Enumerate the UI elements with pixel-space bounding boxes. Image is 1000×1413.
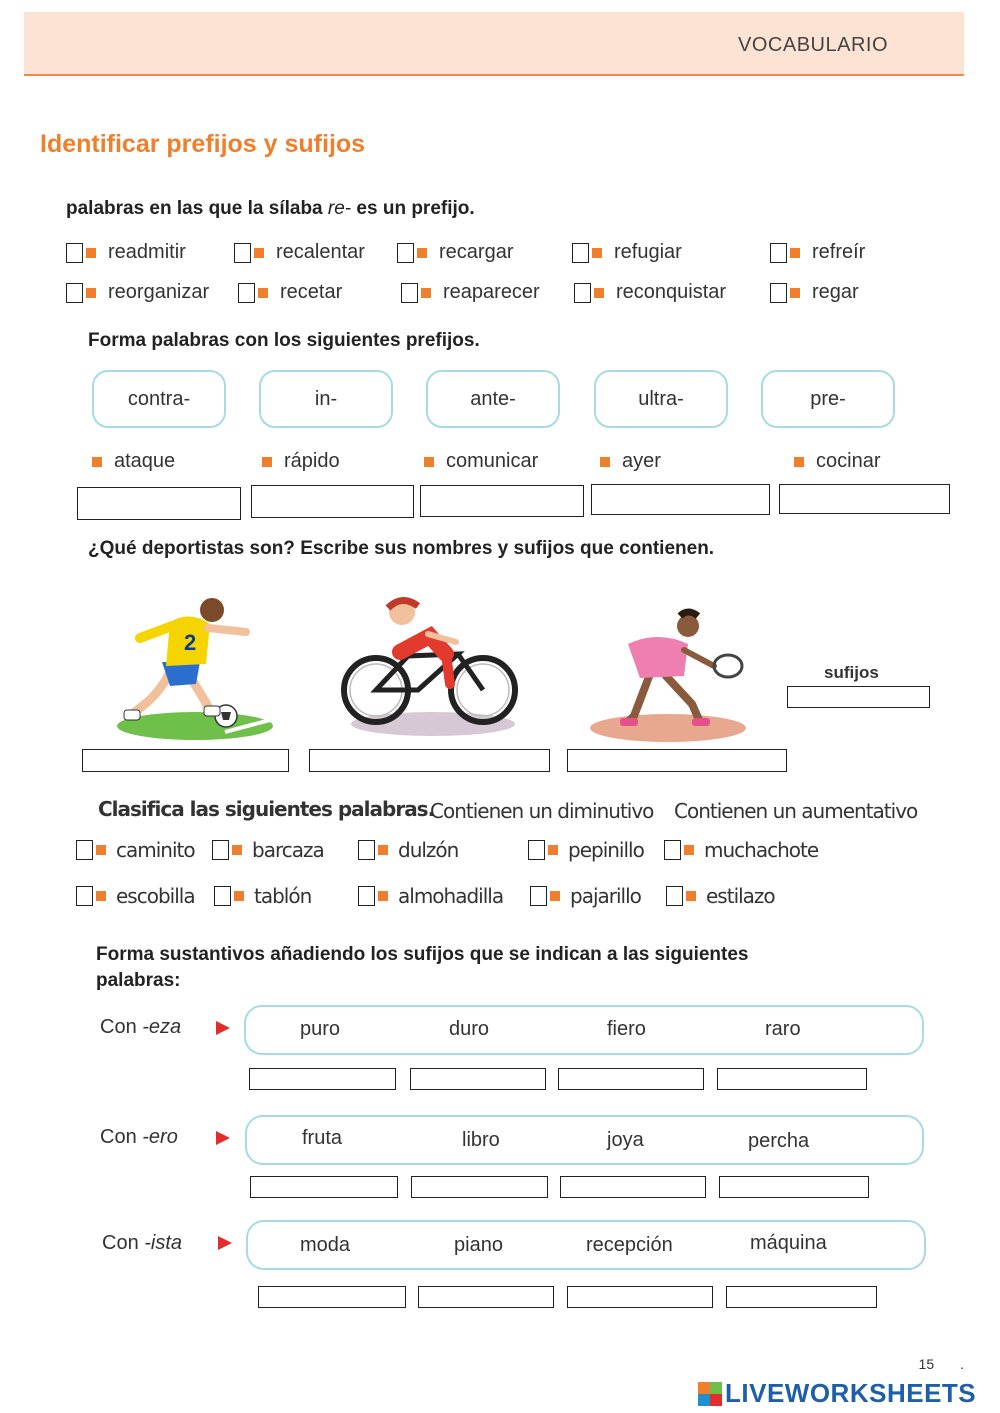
checkbox[interactable] <box>76 840 93 860</box>
checkbox-item[interactable] <box>770 281 859 304</box>
answer-field[interactable] <box>249 1068 396 1090</box>
checkbox-label: barcaza <box>252 838 324 862</box>
checkbox-label: reconquistar <box>616 281 727 303</box>
checkbox[interactable] <box>358 886 375 906</box>
answer-field[interactable] <box>258 1286 406 1308</box>
checkbox-label: almohadilla <box>398 884 504 908</box>
checkbox[interactable] <box>76 886 93 906</box>
orange-bullet-icon <box>790 248 800 258</box>
checkbox-item[interactable] <box>358 838 458 862</box>
checkbox[interactable] <box>66 243 83 263</box>
part1-instruction-a: palabras en las que la sílaba <box>66 198 328 219</box>
orange-bullet-icon <box>790 288 800 298</box>
prefix-box: ante- <box>426 370 560 428</box>
red-arrow-icon <box>218 1236 232 1250</box>
boot-front <box>204 706 220 716</box>
page-number-value: 15 <box>918 1356 935 1372</box>
checkbox[interactable] <box>212 840 229 860</box>
band-word: fruta <box>302 1127 343 1149</box>
prefix-box: pre- <box>761 370 895 428</box>
answer-field[interactable] <box>411 1176 548 1198</box>
orange-bullet-icon <box>232 845 242 855</box>
shoe-front <box>692 718 710 726</box>
checkbox[interactable] <box>238 283 255 303</box>
orange-bullet-icon <box>254 248 264 258</box>
band-word: piano <box>454 1234 503 1256</box>
answer-field[interactable] <box>420 485 584 517</box>
checkbox[interactable] <box>528 840 545 860</box>
suffix-prefix: Con <box>100 1016 143 1038</box>
racket-arm <box>684 650 714 666</box>
tennis-dress <box>628 637 688 678</box>
checkbox[interactable] <box>214 886 231 906</box>
checkbox[interactable] <box>530 886 547 906</box>
checkbox-item[interactable] <box>234 241 365 264</box>
checkbox[interactable] <box>770 283 787 303</box>
orange-bullet-icon <box>92 457 102 467</box>
checkbox[interactable] <box>572 243 589 263</box>
athlete-answer-field[interactable] <box>567 749 787 772</box>
prefix-box: in- <box>259 370 393 428</box>
boot-back <box>124 710 140 720</box>
checkbox-label: refreír <box>812 241 866 263</box>
band-word: duro <box>449 1018 490 1040</box>
orange-bullet-icon <box>96 891 106 901</box>
band-word: recepción <box>586 1234 673 1256</box>
court-shadow <box>590 714 746 742</box>
orange-bullet-icon <box>424 457 434 467</box>
shoe-back <box>620 718 638 726</box>
answer-field[interactable] <box>418 1286 554 1308</box>
checkbox-label: dulzón <box>398 838 459 862</box>
prefix-word-label: cocinar <box>816 450 881 472</box>
part2-instruction: Forma palabras con los siguientes prefijos. <box>88 330 480 351</box>
checkbox-item[interactable] <box>666 884 775 908</box>
band-word: raro <box>765 1018 801 1040</box>
column-augmentative: Contienen un aumentativo <box>674 799 918 823</box>
orange-bullet-icon <box>86 248 96 258</box>
orange-bullet-icon <box>86 288 96 298</box>
orange-bullet-icon <box>421 288 431 298</box>
checkbox[interactable] <box>664 840 681 860</box>
suffix-prefix: Con <box>102 1232 145 1254</box>
suffix-group-label <box>100 1016 181 1039</box>
part1-instruction-italic: re- <box>327 198 352 219</box>
answer-field[interactable] <box>567 1286 713 1308</box>
checkbox[interactable] <box>397 243 414 263</box>
racket-icon <box>714 655 742 677</box>
back-leg <box>130 672 170 716</box>
checkbox[interactable] <box>234 243 251 263</box>
answer-field[interactable] <box>719 1176 869 1198</box>
answer-field[interactable] <box>77 487 241 520</box>
suffix-label: sufijos <box>824 663 879 682</box>
checkbox[interactable] <box>574 283 591 303</box>
orange-bullet-icon <box>594 288 604 298</box>
athlete-answer-field[interactable] <box>82 749 289 772</box>
orange-bullet-icon <box>794 457 804 467</box>
part5-instruction-line2: palabras: <box>96 970 181 991</box>
page-dot: . <box>960 1356 964 1372</box>
checkbox[interactable] <box>666 886 683 906</box>
checkbox-item[interactable] <box>66 281 209 304</box>
checkbox-item[interactable] <box>358 884 503 908</box>
prefix-word-label: ataque <box>114 450 176 472</box>
band-word: joya <box>607 1129 644 1151</box>
part4-instruction: Clasifica las siguientes palabras. <box>98 797 435 821</box>
checkbox-item[interactable] <box>76 884 195 908</box>
cyclist-leg <box>446 654 450 684</box>
part3-instruction: ¿Qué deportistas son? Escribe sus nombres y sufijos que contienen. <box>88 538 715 559</box>
prefix-word <box>794 450 880 473</box>
prefix-word <box>600 450 661 473</box>
checkbox[interactable] <box>401 283 418 303</box>
checkbox-label: regar <box>812 281 859 303</box>
page-number <box>919 1356 964 1372</box>
prefix-word-label: ayer <box>622 450 661 472</box>
column-diminutive: Contienen un diminutivo <box>430 799 654 823</box>
word-band <box>245 1115 924 1165</box>
suffix-answer-field[interactable] <box>787 686 930 708</box>
band-word: moda <box>300 1234 351 1256</box>
checkbox-label: recetar <box>280 281 343 303</box>
checkbox-item[interactable] <box>238 281 342 304</box>
checkbox-item[interactable] <box>528 838 644 862</box>
answer-field[interactable] <box>779 484 950 514</box>
answer-field[interactable] <box>560 1176 706 1198</box>
part5-instruction-line1: Forma sustantivos añadiendo los sufijos que se indican a las siguientes <box>96 944 749 965</box>
band-word: libro <box>462 1129 500 1151</box>
hair <box>680 612 698 616</box>
prefix-box: ultra- <box>594 370 728 428</box>
checkbox-item[interactable] <box>214 884 311 908</box>
prefix-word-label: comunicar <box>446 450 539 472</box>
part1-instruction <box>66 198 475 220</box>
answer-field[interactable] <box>558 1068 704 1090</box>
checkbox-item[interactable] <box>664 838 818 862</box>
head <box>200 598 224 622</box>
orange-bullet-icon <box>262 457 272 467</box>
answer-field[interactable] <box>251 485 414 518</box>
orange-bullet-icon <box>234 891 244 901</box>
checkbox-item[interactable] <box>530 884 641 908</box>
checkbox-label: readmitir <box>108 241 186 263</box>
answer-field[interactable] <box>250 1176 398 1198</box>
checkbox-item[interactable] <box>212 838 324 862</box>
header-title: VOCABULARIO <box>738 34 888 56</box>
tennis-player-image <box>588 604 758 744</box>
prefix-word <box>424 450 538 473</box>
liveworksheets-mark-icon <box>698 1382 722 1406</box>
band-word: percha <box>748 1130 810 1152</box>
arm-front <box>208 628 246 632</box>
band-word: fiero <box>607 1018 646 1040</box>
football-player-image <box>100 592 290 752</box>
orange-bullet-icon <box>96 845 106 855</box>
orange-bullet-icon <box>600 457 610 467</box>
orange-bullet-icon <box>417 248 427 258</box>
prefix-word-label: rápido <box>284 450 340 472</box>
answer-field[interactable] <box>410 1068 546 1090</box>
orange-bullet-icon <box>258 288 268 298</box>
jersey-number: 2 <box>184 630 197 655</box>
prefix-word <box>262 450 340 473</box>
suffix-group-label <box>102 1232 182 1255</box>
orange-bullet-icon <box>684 845 694 855</box>
checkbox-label: pajarillo <box>570 884 641 908</box>
suffix-group-label <box>100 1126 178 1149</box>
suffix-prefix: Con <box>100 1126 143 1148</box>
checkbox-label: estilazo <box>706 884 775 908</box>
orange-bullet-icon <box>592 248 602 258</box>
checkbox-label: recalentar <box>276 241 365 263</box>
cyclist-image <box>338 594 524 744</box>
band-word: máquina <box>750 1232 827 1254</box>
answer-field[interactable] <box>591 484 770 515</box>
section-title: Identificar prefijos y sufijos <box>40 130 366 158</box>
checkbox-item[interactable] <box>574 281 726 304</box>
arm-back <box>140 626 172 638</box>
prefix-box: contra- <box>92 370 226 428</box>
checkbox-label: recargar <box>439 241 514 263</box>
checkbox[interactable] <box>358 840 375 860</box>
orange-bullet-icon <box>686 891 696 901</box>
checkbox-label: escobilla <box>116 884 195 908</box>
answer-field[interactable] <box>717 1068 867 1090</box>
suffix-value: -eza <box>142 1016 182 1038</box>
checkbox-label: pepinillo <box>568 838 644 862</box>
checkbox-label: muchachote <box>704 838 819 862</box>
suffix-value: -ista <box>144 1232 183 1254</box>
red-arrow-icon <box>216 1021 230 1035</box>
checkbox-item[interactable] <box>401 281 540 304</box>
orange-bullet-icon <box>548 845 558 855</box>
checkbox-item[interactable] <box>397 241 513 264</box>
checkbox-item[interactable] <box>770 241 865 264</box>
orange-bullet-icon <box>550 891 560 901</box>
orange-bullet-icon <box>378 891 388 901</box>
checkbox-label: reaparecer <box>443 281 540 303</box>
prefix-word <box>92 450 175 473</box>
red-arrow-icon <box>216 1131 230 1145</box>
checkbox-item[interactable] <box>66 241 186 264</box>
liveworksheets-brand: LIVEWORKSHEETS <box>725 1378 977 1408</box>
word-band <box>244 1005 924 1055</box>
suffix-value: -ero <box>142 1126 178 1148</box>
orange-bullet-icon <box>378 845 388 855</box>
answer-field[interactable] <box>726 1286 877 1308</box>
checkbox-label: tablón <box>254 884 312 908</box>
band-word: puro <box>300 1018 341 1040</box>
checkbox-label: reorganizar <box>108 281 210 303</box>
checkbox-item[interactable] <box>572 241 682 264</box>
checkbox[interactable] <box>66 283 83 303</box>
part1-instruction-b: es un prefijo. <box>351 198 475 219</box>
athlete-answer-field[interactable] <box>309 749 550 772</box>
checkbox-label: caminito <box>116 838 195 862</box>
liveworksheets-logo[interactable] <box>698 1378 976 1409</box>
checkbox-item[interactable] <box>76 838 195 862</box>
checkbox[interactable] <box>770 243 787 263</box>
checkbox-label: refugiar <box>614 241 682 263</box>
